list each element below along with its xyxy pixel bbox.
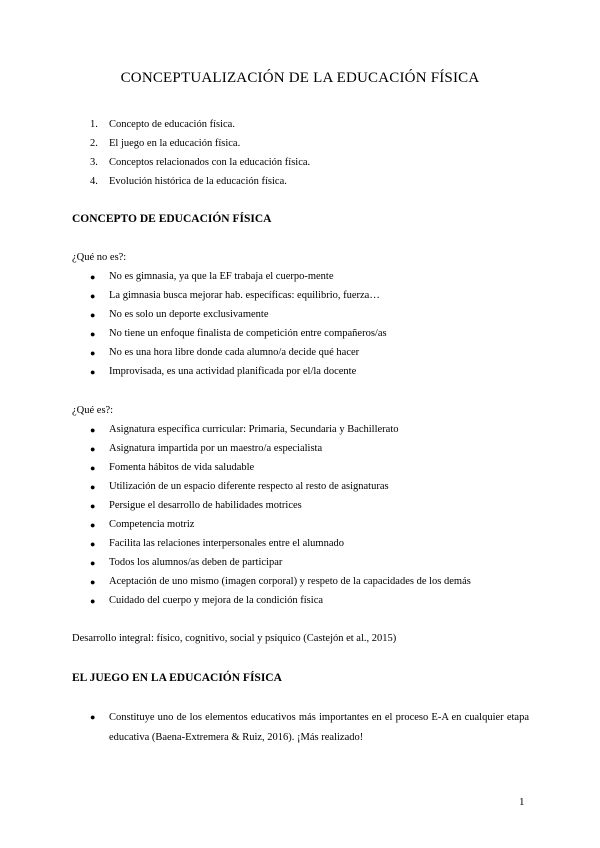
bullet-icon: ● xyxy=(90,539,96,549)
bullet-icon: ● xyxy=(90,520,96,530)
toc-item: Concepto de educación física. xyxy=(109,119,235,130)
section-heading: CONCEPTO DE EDUCACIÓN FÍSICA xyxy=(72,213,272,225)
bullet-icon: ● xyxy=(90,712,96,722)
summary-text: Desarrollo integral: físico, cognitivo, social y psíquico (Castejón et al., 2015) xyxy=(72,633,397,644)
toc-item: Evolución histórica de la educación física. xyxy=(109,176,287,187)
list-item: No es una hora libre donde cada alumno/a decide qué hacer xyxy=(109,347,360,358)
bullet-icon: ● xyxy=(90,501,96,511)
paragraph-item: Constituye uno de los elementos educativos más importantes en el proceso E-A en cualquier etapa educativa (Baena-Extremera & Ruiz, 2016). ¡Más realizado! xyxy=(109,712,529,743)
list-item: No es gimnasia, ya que la EF trabaja el cuerpo-mente xyxy=(109,271,334,282)
page-number: 1 xyxy=(519,796,525,808)
bullet-icon: ● xyxy=(90,596,96,606)
list-item: Utilización de un espacio diferente respecto al resto de asignaturas xyxy=(109,481,389,492)
list-item: Facilita las relaciones interpersonales entre el alumnado xyxy=(109,538,344,549)
list-item: Fomenta hábitos de vida saludable xyxy=(109,462,255,473)
list-item: No tiene un enfoque finalista de competición entre compañeros/as xyxy=(109,328,387,339)
bullet-icon: ● xyxy=(90,291,96,301)
list-item: Asignatura específica curricular: Primaria, Secundaria y Bachillerato xyxy=(109,424,399,435)
bullet-icon: ● xyxy=(90,444,96,454)
toc-number: 3. xyxy=(90,157,98,168)
bullet-icon: ● xyxy=(90,367,96,377)
list-item: No es solo un deporte exclusivamente xyxy=(109,309,269,320)
list-item: Aceptación de uno mismo (imagen corporal) y respeto de la capacidades de los demás xyxy=(109,576,471,587)
list-item: Cuidado del cuerpo y mejora de la condición física xyxy=(109,595,324,606)
section-heading: EL JUEGO EN LA EDUCACIÓN FÍSICA xyxy=(72,672,282,684)
bullet-icon: ● xyxy=(90,577,96,587)
list-item: Improvisada, es una actividad planificada por el/la docente xyxy=(109,366,357,377)
is-label: ¿Qué es?: xyxy=(72,405,114,416)
bullet-icon: ● xyxy=(90,463,96,473)
bullet-icon: ● xyxy=(90,329,96,339)
list-item: Competencia motriz xyxy=(109,519,195,530)
list-item: Todos los alumnos/as deben de participar xyxy=(109,557,283,568)
bullet-icon: ● xyxy=(90,482,96,492)
list-item: Asignatura impartida por un maestro/a especialista xyxy=(109,443,323,454)
toc-number: 1. xyxy=(90,119,98,130)
bullet-icon: ● xyxy=(90,272,96,282)
toc-item: El juego en la educación física. xyxy=(109,138,241,149)
document-title: CONCEPTUALIZACIÓN DE LA EDUCACIÓN FÍSICA xyxy=(120,70,480,86)
list-item: Persigue el desarrollo de habilidades motrices xyxy=(109,500,302,511)
list-item: La gimnasia busca mejorar hab. específicas: equilibrio, fuerza… xyxy=(109,290,380,301)
toc-item: Conceptos relacionados con la educación física. xyxy=(109,157,311,168)
bullet-icon: ● xyxy=(90,310,96,320)
not-label: ¿Qué no es?: xyxy=(72,252,127,263)
toc-number: 2. xyxy=(90,138,98,149)
bullet-icon: ● xyxy=(90,558,96,568)
bullet-icon: ● xyxy=(90,348,96,358)
bullet-icon: ● xyxy=(90,425,96,435)
toc-number: 4. xyxy=(90,176,98,187)
